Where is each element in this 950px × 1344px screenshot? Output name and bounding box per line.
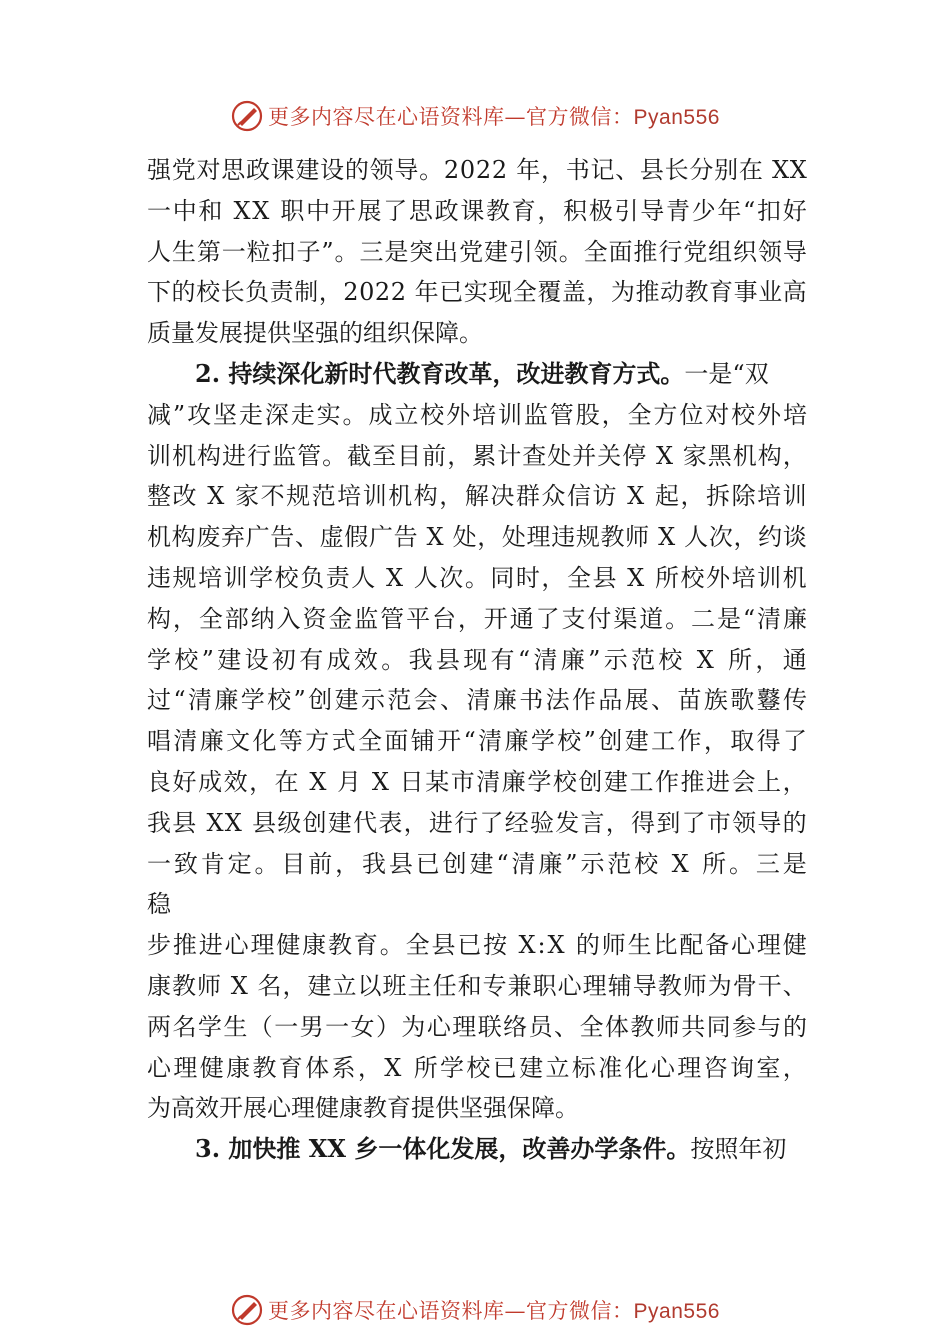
document-body (147, 150, 807, 1170)
text-line: 违 规 培 训 学 校 负 责 人 X 人 次 。 同 时 ， 全 县 X 所 校 外 培 训 机 (147, 563, 807, 592)
text-line: 稳 (147, 890, 171, 919)
text-run: 按照年初 (690, 1135, 787, 1164)
section-heading: 3. 加快推 XX 乡一体化发展，改善办学条件。 (195, 1134, 691, 1164)
section-heading-line (147, 1129, 807, 1170)
text-line: 步 推 进 心 理 健 康 教 育 。 全 县 已 按 X : X 的 师 生 比 配 备 心 理 健 (147, 931, 807, 960)
text-line: 构 ， 全 部 纳 入 资 金 监 管 平 台 ， 开 通 了 支 付 渠 道 。 二 是 “ 清 廉 (147, 604, 807, 633)
footer-watermark (0, 1290, 950, 1330)
text-line: 下 的 校 长 负 责 制 ， 2 0 2 2 年 已 实 现 全 覆 盖 ， 为 推 动 教 育 事 业 高 (147, 278, 807, 307)
text-line: 减 ” 攻 坚 走 深 走 实 。 成 立 校 外 培 训 监 管 股 ， 全 方 位 对 校 外 培 (147, 400, 807, 429)
text-line: 学 校 ” 建 设 初 有 成 效 。 我 县 现 有 “ 清 廉 ” 示 范 校 X 所 ， 通 (147, 645, 807, 674)
text-line: 人 生 第 一 粒 扣 子 ” 。 三 是 突 出 党 建 引 领 。 全 面 推 行 党 组 织 领 导 (147, 237, 807, 266)
text-line: 心 理 健 康 教 育 体 系 ， X 所 学 校 已 建 立 标 准 化 心 理 咨 询 室 ， (147, 1053, 807, 1082)
text-line: 机 构 废 弃 广 告 、 虚 假 广 告 X 处 ， 处 理 违 规 教 师 X 人 次 ， 约 谈 (147, 523, 807, 552)
text-line: 良 好 成 效 ， 在 X 月 X 日 某 市 清 廉 学 校 创 建 工 作 推 进 会 上 ， (147, 767, 807, 796)
text-line: 我 县 X X 县 级 创 建 代 表 ， 进 行 了 经 验 发 言 ， 得 到 了 市 领 导 的 (147, 808, 807, 837)
pen-seal-icon (230, 99, 264, 133)
text-line: 过 “ 清 廉 学 校 ” 创 建 示 范 会 、 清 廉 书 法 作 品 展 、 苗 族 歌 鼟 传 (147, 686, 807, 715)
pen-seal-icon (230, 1293, 264, 1327)
text-run: 一是“双 (684, 359, 769, 388)
text-line: 整 改 X 家 不 规 范 培 训 机 构 ， 解 决 群 众 信 访 X 起 ， 拆 除 培 训 (147, 482, 807, 511)
text-line: 两 名 学 生 （ 一 男 一 女 ） 为 心 理 联 络 员 、 全 体 教 师 共 同 参 与 的 (147, 1012, 807, 1041)
text-line: 康 教 师 X 名 ， 建 立 以 班 主 任 和 专 兼 职 心 理 辅 导 教 师 为 骨 干 、 (147, 971, 807, 1000)
section-heading: 2. 持续深化新时代教育改革，改进教育方式。 (195, 358, 685, 388)
text-line: 强 党 对 思 政 课 建 设 的 领 导 。 2 0 2 2 年 ， 书 记 、 县 长 分 别 在 X X (147, 156, 807, 184)
section-heading-line (147, 354, 807, 395)
header-watermark (0, 96, 950, 136)
text-line: 一 致 肯 定 。 目 前 ， 我 县 已 创 建 “ 清 廉 ” 示 范 校 X 所 。 三 是 (147, 849, 807, 878)
text-line: 训 机 构 进 行 监 管 。 截 至 目 前 ， 累 计 查 处 并 关 停 X 家 黑 机 构 ， (147, 441, 807, 470)
watermark-text: 更多内容尽在心语资料库—官方微信：Pyan556 (268, 1299, 720, 1323)
text-line: 质量发展提供坚强的组织保障。 (147, 319, 483, 348)
text-line: 一 中 和 X X 职 中 开 展 了 思 政 课 教 育 ， 积 极 引 导 青 少 年 “ 扣 好 (147, 196, 807, 225)
text-line: 唱 清 廉 文 化 等 方 式 全 面 铺 开 “ 清 廉 学 校 ” 创 建 工 作 ， 取 得 了 (147, 727, 807, 756)
text-line: 为高效开展心理健康教育提供坚强保障。 (147, 1094, 579, 1123)
watermark-text: 更多内容尽在心语资料库—官方微信：Pyan556 (268, 105, 720, 129)
